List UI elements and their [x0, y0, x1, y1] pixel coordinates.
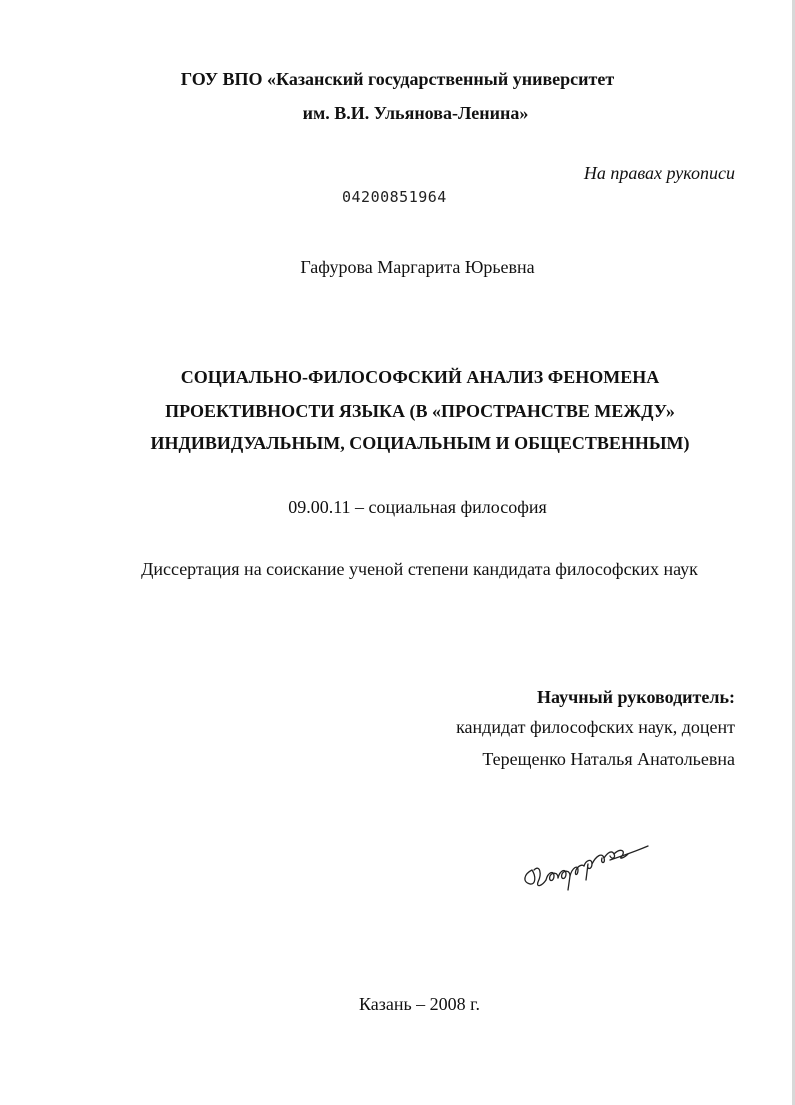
- signature-stroke: [558, 871, 570, 890]
- title-line-3: ИНДИВИДУАЛЬНЫМ, СОЦИАЛЬНЫМ И ОБЩЕСТВЕННЫМ): [150, 433, 690, 453]
- handwritten-signature: [514, 830, 654, 900]
- place-and-year: Казань – 2008 г.: [358, 994, 481, 1014]
- signature-stroke: [592, 855, 604, 864]
- supervisor-rank: кандидат философских наук, доцент: [456, 717, 735, 737]
- title-line-2: ПРОЕКТИВНОСТИ ЯЗЫКА (В «ПРОСТРАНСТВЕ МЕЖДУ»: [165, 401, 675, 421]
- catalog-number-stamp: 04200851964: [342, 188, 447, 206]
- rights-note: На правах рукописи: [583, 163, 735, 183]
- signature-stroke: [546, 873, 558, 881]
- signature-stroke: [584, 860, 592, 880]
- institution-line-1: ГОУ ВПО «Казанский государственный университет: [180, 69, 615, 89]
- signature-stroke: [525, 870, 535, 884]
- signature-stroke: [604, 852, 615, 858]
- signature-stroke: [570, 865, 584, 876]
- degree-statement: Диссертация на соискание ученой степени кандидата философских наук: [141, 559, 698, 579]
- supervisor-heading: Научный руководитель:: [537, 687, 735, 707]
- author-name: Гафурова Маргарита Юрьевна: [300, 257, 535, 277]
- supervisor-name: Терещенко Наталья Анатольевна: [482, 749, 735, 769]
- title-line-1: СОЦИАЛЬНО-ФИЛОСОФСКИЙ АНАЛИЗ ФЕНОМЕНА: [180, 367, 660, 387]
- signature-stroke: [534, 868, 546, 885]
- specialty-code: 09.00.11 – социальная философия: [288, 497, 547, 517]
- institution-line-2: им. В.И. Ульянова-Ленина»: [302, 103, 529, 123]
